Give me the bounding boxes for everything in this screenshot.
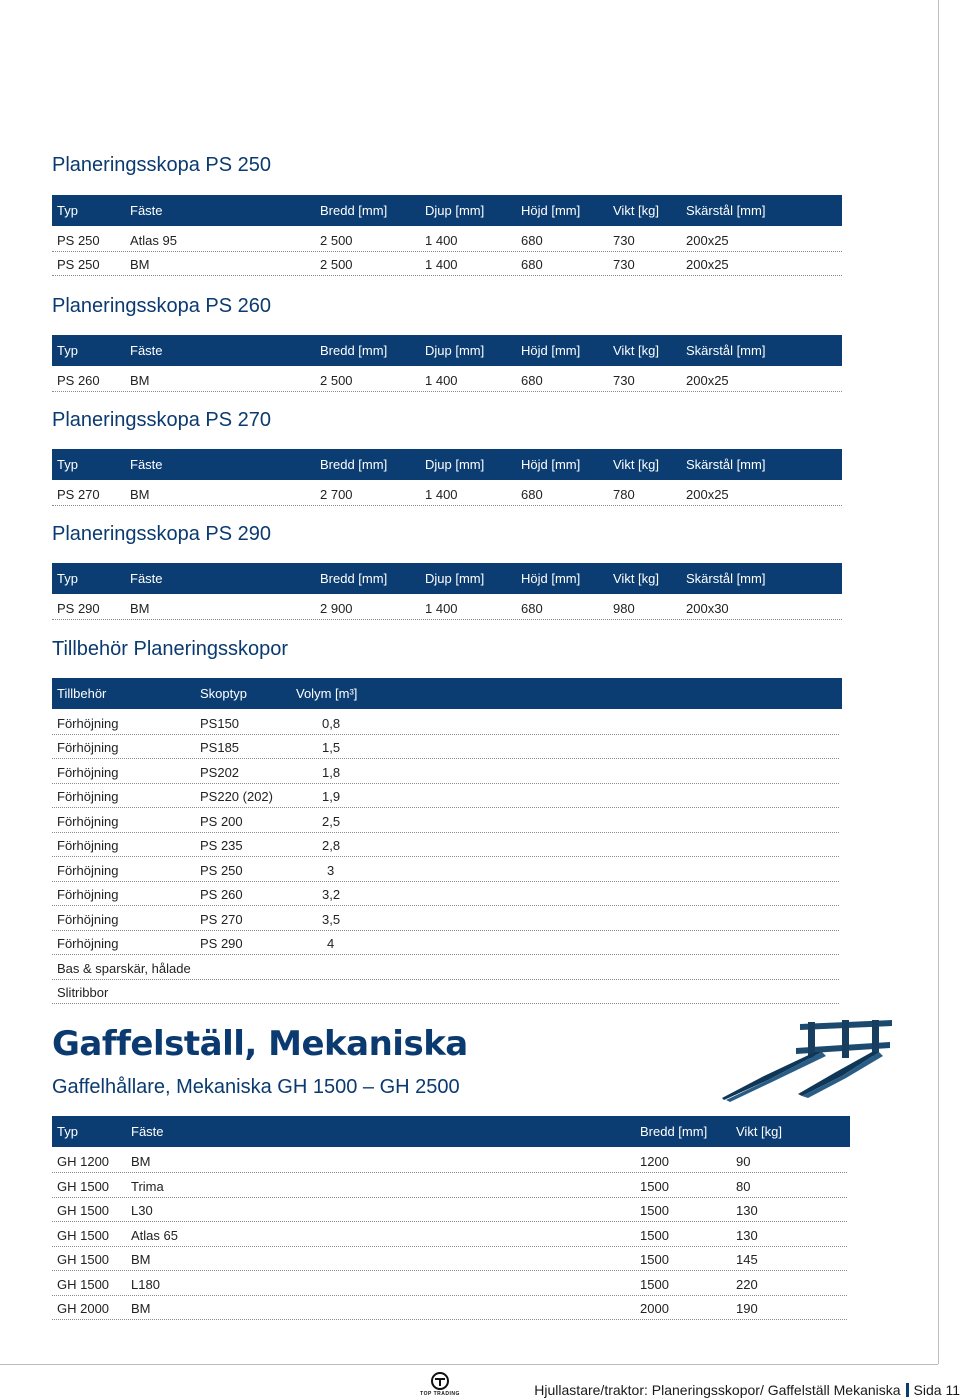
cell-skoptyp: PS 270 (200, 912, 243, 927)
cell-tillbehor: Förhöjning (57, 740, 119, 755)
header-faste: Fäste (131, 1124, 164, 1139)
header-typ: Typ (57, 343, 78, 358)
cell-bredd: 2 500 (320, 233, 353, 248)
table-row (52, 367, 842, 392)
header-hojd: Höjd [mm] (521, 343, 581, 358)
table-row (52, 832, 839, 857)
cell-tillbehor: Förhöjning (57, 936, 119, 951)
cell-bredd: 2 500 (320, 373, 353, 388)
table-header-ps290 (52, 563, 842, 594)
table-header-forks (52, 1116, 850, 1147)
header-vikt: Vikt [kg] (613, 571, 660, 586)
cell-vikt: 130 (736, 1228, 758, 1243)
header-skarstal: Skärstål [mm] (686, 343, 766, 358)
cell-vikt: 190 (736, 1301, 758, 1316)
page-frame-bottom (0, 1364, 938, 1365)
cell-skoptyp: PS202 (200, 765, 240, 780)
header-typ: Typ (57, 203, 78, 218)
section-title-ps270: Planeringsskopa PS 270 (52, 409, 272, 431)
header-vikt: Vikt [kg] (736, 1124, 783, 1139)
page-number: Sida 11 (913, 1382, 960, 1398)
page-frame-right (938, 0, 939, 1364)
header-djup: Djup [mm] (425, 343, 485, 358)
header-skarstal: Skärstål [mm] (686, 457, 766, 472)
header-faste: Fäste (130, 571, 163, 586)
cell-typ: GH 1500 (57, 1179, 110, 1194)
header-hojd: Höjd [mm] (521, 203, 581, 218)
cell-vikt: 780 (613, 487, 635, 502)
cell-volym: 3 (327, 863, 335, 878)
cell-djup: 1 400 (425, 233, 458, 248)
cell-skoptyp: PS 250 (200, 863, 243, 878)
cell-skarstal: 200x25 (686, 373, 729, 388)
cell-skarstal: 200x25 (686, 487, 729, 502)
table-row (52, 1222, 847, 1247)
cell-faste: BM (130, 257, 150, 272)
cell-djup: 1 400 (425, 257, 458, 272)
header-skoptyp: Skoptyp (200, 686, 247, 701)
cell-typ: PS 270 (57, 487, 100, 502)
table-row (52, 1197, 847, 1222)
header-faste: Fäste (130, 203, 163, 218)
cell-skoptyp: PS150 (200, 716, 240, 731)
header-typ: Typ (57, 457, 78, 472)
forks-title: Gaffelställ, Mekaniska (52, 1024, 468, 1064)
cell-bredd: 1500 (640, 1179, 669, 1194)
fork-carriage-image (722, 1018, 892, 1104)
table-row (52, 734, 839, 759)
header-faste: Fäste (130, 457, 163, 472)
footer-path: Hjullastare/traktor: Planeringsskopor/ Gaffelställ Mekaniska (534, 1382, 901, 1398)
cell-skoptyp: PS 200 (200, 814, 243, 829)
cell-skoptyp: PS 290 (200, 936, 243, 951)
cell-djup: 1 400 (425, 373, 458, 388)
cell-volym: 1,9 (322, 789, 341, 804)
header-skarstal: Skärstål [mm] (686, 571, 766, 586)
cell-volym: 1,8 (322, 765, 341, 780)
table-row (52, 595, 842, 620)
header-vikt: Vikt [kg] (613, 203, 660, 218)
table-row (52, 808, 839, 833)
table-row (52, 881, 839, 906)
header-bredd: Bredd [mm] (320, 457, 388, 472)
cell-volym: 0,8 (322, 716, 341, 731)
header-hojd: Höjd [mm] (521, 457, 581, 472)
cell-typ: GH 1200 (57, 1154, 110, 1169)
header-bredd: Bredd [mm] (320, 343, 388, 358)
header-bredd: Bredd [mm] (320, 203, 388, 218)
cell-skoptyp: PS185 (200, 740, 240, 755)
cell-tillbehor: Förhöjning (57, 838, 119, 853)
cell-tillbehor: Förhöjning (57, 765, 119, 780)
cell-faste: BM (131, 1301, 151, 1316)
header-hojd: Höjd [mm] (521, 571, 581, 586)
cell-faste: Atlas 65 (131, 1228, 178, 1243)
table-row (52, 1246, 847, 1271)
cell-djup: 1 400 (425, 487, 458, 502)
cell-tillbehor: Bas & sparskär, hålade (57, 961, 191, 976)
section-title-ps250: Planeringsskopa PS 250 (52, 154, 272, 176)
cell-faste: BM (130, 487, 150, 502)
section-title-ps290: Planeringsskopa PS 290 (52, 523, 272, 545)
cell-tillbehor: Förhöjning (57, 887, 119, 902)
section-title-accessories: Tillbehör Planeringsskopor (52, 638, 289, 660)
header-djup: Djup [mm] (425, 571, 485, 586)
cell-typ: GH 2000 (57, 1301, 110, 1316)
header-vikt: Vikt [kg] (613, 457, 660, 472)
cell-bredd: 2 500 (320, 257, 353, 272)
table-row (52, 1271, 847, 1296)
header-djup: Djup [mm] (425, 457, 485, 472)
table-header-accessories (52, 678, 842, 709)
table-row (52, 481, 842, 506)
cell-faste: Atlas 95 (130, 233, 177, 248)
table-row (52, 251, 842, 276)
cell-volym: 2,8 (322, 838, 341, 853)
cell-vikt: 145 (736, 1252, 758, 1267)
cell-vikt: 730 (613, 373, 635, 388)
cell-bredd: 1500 (640, 1252, 669, 1267)
cell-hojd: 680 (521, 487, 543, 502)
cell-bredd: 1500 (640, 1228, 669, 1243)
cell-vikt: 730 (613, 233, 635, 248)
cell-hojd: 680 (521, 257, 543, 272)
cell-typ: PS 250 (57, 233, 100, 248)
table-row (52, 906, 839, 931)
cell-tillbehor: Förhöjning (57, 716, 119, 731)
cell-hojd: 680 (521, 233, 543, 248)
table-header-ps260 (52, 335, 842, 366)
header-skarstal: Skärstål [mm] (686, 203, 766, 218)
cell-typ: GH 1500 (57, 1277, 110, 1292)
cell-typ: GH 1500 (57, 1228, 110, 1243)
cell-skoptyp: PS 260 (200, 887, 243, 902)
cell-tillbehor: Förhöjning (57, 789, 119, 804)
cell-skarstal: 200x25 (686, 233, 729, 248)
cell-tillbehor: Förhöjning (57, 814, 119, 829)
cell-volym: 1,5 (322, 740, 341, 755)
cell-bredd: 1500 (640, 1203, 669, 1218)
header-vikt: Vikt [kg] (613, 343, 660, 358)
header-faste: Fäste (130, 343, 163, 358)
table-header-ps250 (52, 195, 842, 226)
table-row (52, 979, 839, 1004)
cell-bredd: 1200 (640, 1154, 669, 1169)
table-row (52, 1295, 847, 1320)
cell-faste: BM (130, 601, 150, 616)
cell-faste: L180 (131, 1277, 160, 1292)
table-header-ps270 (52, 449, 842, 480)
header-volym: Volym [m³] (296, 686, 358, 701)
cell-typ: PS 250 (57, 257, 100, 272)
cell-bredd: 1500 (640, 1277, 669, 1292)
cell-bredd: 2 900 (320, 601, 353, 616)
cell-vikt: 130 (736, 1203, 758, 1218)
cell-hojd: 680 (521, 373, 543, 388)
cell-vikt: 980 (613, 601, 635, 616)
cell-volym: 3,5 (322, 912, 341, 927)
logo-emblem-icon (412, 1372, 468, 1392)
cell-vikt: 220 (736, 1277, 758, 1292)
table-row (52, 759, 839, 784)
cell-typ: PS 260 (57, 373, 100, 388)
table-row (52, 227, 842, 252)
header-djup: Djup [mm] (425, 203, 485, 218)
table-row (52, 783, 839, 808)
cell-skoptyp: PS 235 (200, 838, 243, 853)
header-bredd: Bredd [mm] (320, 571, 388, 586)
cell-volym: 4 (327, 936, 335, 951)
table-row (52, 1148, 847, 1173)
cell-tillbehor: Slitribbor (57, 985, 109, 1000)
cell-skoptyp: PS220 (202) (200, 789, 273, 804)
cell-hojd: 680 (521, 601, 543, 616)
cell-volym: 2,5 (322, 814, 341, 829)
cell-faste: L30 (131, 1203, 153, 1218)
table-row (52, 930, 839, 955)
footer-separator (906, 1383, 909, 1397)
cell-tillbehor: Förhöjning (57, 912, 119, 927)
table-row (52, 1173, 847, 1198)
cell-vikt: 80 (736, 1179, 751, 1194)
section-title-ps260: Planeringsskopa PS 260 (52, 295, 272, 317)
cell-bredd: 2000 (640, 1301, 669, 1316)
footer-breadcrumb (534, 1382, 960, 1400)
company-logo (412, 1372, 468, 1398)
cell-bredd: 2 700 (320, 487, 353, 502)
cell-faste: BM (131, 1252, 151, 1267)
cell-skarstal: 200x30 (686, 601, 729, 616)
cell-faste: BM (130, 373, 150, 388)
cell-djup: 1 400 (425, 601, 458, 616)
cell-vikt: 90 (736, 1154, 751, 1169)
cell-faste: BM (131, 1154, 151, 1169)
cell-typ: GH 1500 (57, 1203, 110, 1218)
cell-typ: GH 1500 (57, 1252, 110, 1267)
cell-typ: PS 290 (57, 601, 100, 616)
logo-text: TOP TRADING (420, 1391, 460, 1397)
header-typ: Typ (57, 571, 78, 586)
forks-subtitle: Gaffelhållare, Mekaniska GH 1500 – GH 2500 (52, 1076, 460, 1098)
cell-faste: Trima (131, 1179, 164, 1194)
table-row (52, 955, 839, 980)
table-row (52, 857, 839, 882)
header-tillbehor: Tillbehör (57, 686, 107, 701)
table-row (52, 710, 839, 735)
cell-volym: 3,2 (322, 887, 341, 902)
header-typ: Typ (57, 1124, 78, 1139)
cell-skarstal: 200x25 (686, 257, 729, 272)
cell-vikt: 730 (613, 257, 635, 272)
header-bredd: Bredd [mm] (640, 1124, 708, 1139)
cell-tillbehor: Förhöjning (57, 863, 119, 878)
